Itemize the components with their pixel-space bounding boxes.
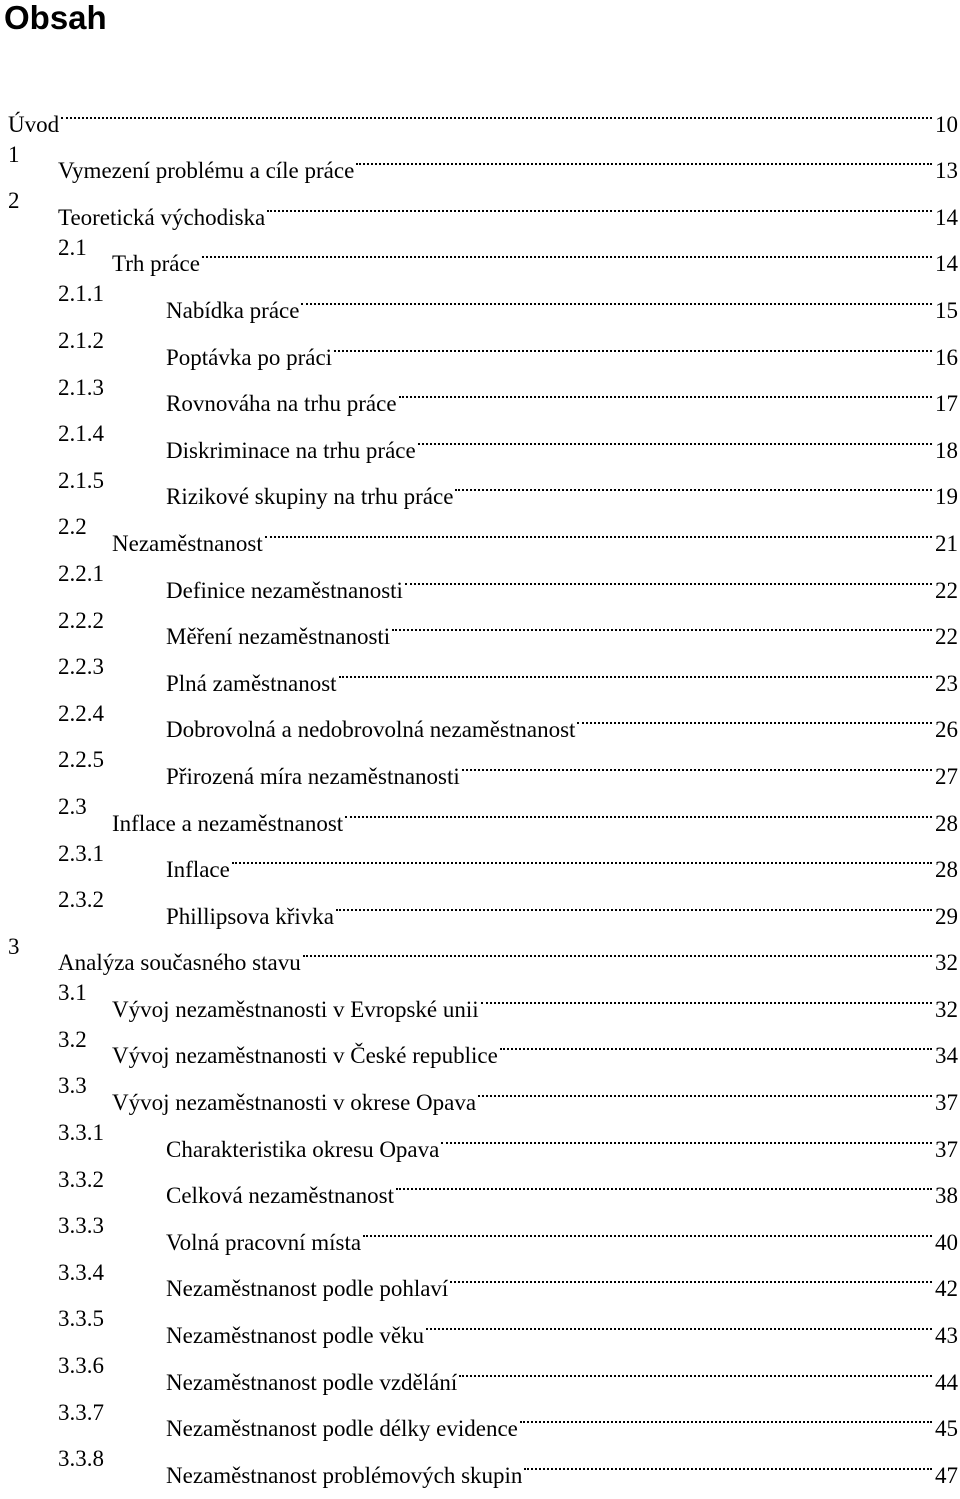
toc-entry-title: Analýza současného stavu [58, 950, 301, 976]
toc-entry-number: 3.3.5 [58, 1306, 104, 1332]
toc-entry-number: 2.3 [58, 793, 87, 819]
toc-entry-2-1-5[interactable] [0, 458, 960, 510]
dot-leader [303, 924, 932, 971]
toc-entry-page-number: 13 [935, 158, 958, 184]
toc-entry-3-3-5[interactable] [0, 1296, 960, 1349]
toc-entry-number: 2.1.3 [58, 374, 104, 400]
toc-entry-page-number: 32 [935, 996, 958, 1022]
toc-entry-number: 2.1.2 [58, 327, 104, 353]
toc-entry-page-number: 17 [935, 391, 958, 417]
toc-entry-page-number: 22 [935, 624, 958, 650]
toc-entry-number: 2.2 [58, 514, 87, 540]
dot-leader [363, 1203, 932, 1250]
dot-leader [396, 1157, 932, 1204]
toc-entry-title: Charakteristika okresu Opava [166, 1136, 440, 1162]
toc-entry-title: Phillipsova křivka [166, 903, 335, 929]
toc-entry-page-number: 38 [935, 1183, 958, 1209]
toc-entry-2-2-5[interactable] [0, 737, 960, 789]
toc-entry-title: Vývoj nezaměstnanosti v Evropské unii [112, 996, 479, 1022]
toc-entry-page-number: 27 [935, 763, 958, 789]
toc-entry-2-2-3[interactable] [0, 644, 960, 696]
toc-entry-number: 2.1.1 [58, 281, 104, 307]
toc-entry-number: 2.2.5 [58, 747, 104, 773]
dot-leader [356, 132, 932, 179]
dot-leader [267, 178, 932, 225]
toc-entry-line [166, 1436, 960, 1499]
toc-entry-title: Teoretická východiska [58, 204, 266, 230]
toc-entry-page-number: 43 [935, 1323, 958, 1349]
toc-entry-number: 2.2.1 [58, 560, 104, 586]
toc-entry-3-3-7[interactable] [0, 1390, 960, 1442]
toc-entry-number: 2.2.4 [58, 700, 104, 726]
toc-entry-3-2[interactable] [0, 1017, 960, 1069]
toc-entry-number: 2.1.5 [58, 467, 104, 493]
toc-entry-number: 3.3.7 [58, 1399, 104, 1425]
dot-leader [426, 1296, 932, 1343]
toc-entry-title: Nezaměstnanost [112, 530, 263, 556]
toc-entry-title: Nezaměstnanost podle vzdělání [166, 1369, 458, 1395]
toc-entry-title: Celková nezaměstnanost [166, 1183, 395, 1209]
toc-entry-number: 2.2.2 [58, 607, 104, 633]
toc-entry-3-3-6[interactable] [0, 1343, 960, 1395]
toc-entry-title: Nezaměstnanost podle věku [166, 1323, 425, 1349]
toc-entry-page-number: 37 [935, 1136, 958, 1162]
toc-entry-page-number: 16 [935, 344, 958, 370]
toc-entry-page-number: 14 [935, 251, 958, 277]
toc-entry-page-number: 15 [935, 297, 958, 323]
dot-leader [524, 1436, 932, 1483]
dot-leader [392, 598, 932, 645]
toc-entry-title: Plná zaměstnanost [166, 670, 337, 696]
toc-entry-number: 3.3.6 [58, 1353, 104, 1379]
dot-leader [345, 784, 932, 831]
toc-entry-title: Úvod [8, 111, 60, 137]
toc-entry-page-number: 44 [935, 1369, 958, 1395]
toc-entry-page-number: 29 [935, 903, 958, 929]
dot-leader [61, 85, 932, 132]
toc-entry-number: 3.3.4 [58, 1259, 104, 1285]
toc-entry-number: 2.1.4 [58, 421, 104, 447]
toc-entry-title: Vývoj nezaměstnanosti v České republice [112, 1043, 498, 1069]
toc-entry-3-3-1[interactable] [0, 1110, 960, 1162]
toc-entry-page-number: 32 [935, 950, 958, 976]
dot-leader [405, 551, 932, 598]
toc-entry-2-2-4[interactable] [0, 691, 960, 743]
toc-entry-title: Nezaměstnanost problémových skupin [166, 1462, 523, 1488]
toc-entry-2-2-1[interactable] [0, 551, 960, 603]
toc-entry-number: 2.3.2 [58, 887, 104, 913]
toc-entry-page-number: 22 [935, 577, 958, 603]
dot-leader [520, 1390, 932, 1437]
dot-leader [577, 691, 932, 738]
dot-leader [481, 970, 932, 1017]
dot-leader [339, 644, 932, 691]
toc-entry-2-3-1[interactable] [0, 831, 960, 883]
dot-leader [418, 411, 932, 458]
toc-entry-title: Inflace [166, 857, 230, 883]
toc-entry-page-number: 14 [935, 204, 958, 230]
toc-entry-number: 3.3 [58, 1073, 87, 1099]
toc-entry-number: 2.1 [58, 234, 87, 260]
toc-entry-3-3-3[interactable] [0, 1203, 960, 1255]
toc-entry-number: 3.3.3 [58, 1213, 104, 1239]
toc-entry-title: Nabídka práce [166, 297, 300, 323]
dot-leader [459, 1343, 932, 1390]
toc-entry-number: 3.3.2 [58, 1166, 104, 1192]
toc-entry-2-2[interactable] [0, 504, 960, 556]
toc-entry-page-number: 45 [935, 1416, 958, 1442]
toc-entry-page-number: 42 [935, 1276, 958, 1302]
toc-entry-number: 2.3.1 [58, 840, 104, 866]
toc-entry-page-number: 10 [935, 111, 958, 137]
toc-entry-2-1[interactable] [0, 225, 960, 277]
toc-entry-page-number: 23 [935, 670, 958, 696]
toc-entry-page-number: 34 [935, 1043, 958, 1069]
dot-leader [334, 318, 932, 365]
toc-heading: Obsah [4, 0, 107, 36]
toc-entry-2[interactable] [0, 178, 960, 230]
toc-entry-page-number: 40 [935, 1229, 958, 1255]
dot-leader [455, 458, 932, 505]
toc-entry-number: 3.2 [58, 1026, 87, 1052]
toc-entry-2-1-4[interactable] [0, 411, 960, 463]
toc-entry-number: 3.3.8 [58, 1446, 104, 1472]
toc-entry-title: Inflace a nezaměstnanost [112, 810, 344, 836]
toc-entry-3[interactable] [0, 924, 960, 976]
toc-entry-2-1-3[interactable] [0, 365, 960, 417]
toc-entry-title: Poptávka po práci [166, 344, 333, 370]
toc-entry-title: Nezaměstnanost podle délky evidence [166, 1416, 518, 1442]
dot-leader [478, 1063, 932, 1110]
toc-entry-3-3-4[interactable] [0, 1250, 960, 1302]
toc-entry-title: Přirozená míra nezaměstnanosti [166, 763, 460, 789]
toc-entry-page-number: 19 [935, 484, 958, 510]
toc-entry-title: Trh práce [112, 251, 200, 277]
toc-entry-3-3-2[interactable] [0, 1157, 960, 1209]
dot-leader [232, 831, 932, 878]
toc-entry-title: Nezaměstnanost podle pohlaví [166, 1276, 449, 1302]
dot-leader [336, 877, 932, 924]
toc-entry-1[interactable] [0, 132, 960, 184]
toc-entry-title: Volná pracovní místa [166, 1229, 362, 1255]
toc-entry-page-number: 37 [935, 1090, 958, 1116]
toc-entry-number: 3.1 [58, 980, 87, 1006]
toc-entry-title: Vymezení problému a cíle práce [58, 158, 355, 184]
toc-entry-page-number: 47 [935, 1462, 958, 1488]
toc-entry-page-number: 18 [935, 437, 958, 463]
toc-entry-page-number: 28 [935, 810, 958, 836]
dot-leader [399, 365, 932, 412]
dot-leader [202, 225, 932, 272]
toc-entry-2-2-2[interactable] [0, 598, 960, 650]
dot-leader [462, 737, 932, 784]
toc-entry-page-number: 26 [935, 717, 958, 743]
toc-entry-2-3-2[interactable] [0, 877, 960, 929]
toc-entry-title: Diskriminace na trhu práce [166, 437, 416, 463]
toc-entry-title: Dobrovolná a nedobrovolná nezaměstnanost [166, 717, 576, 743]
dot-leader [441, 1110, 932, 1157]
toc-entry-2-1-2[interactable] [0, 318, 960, 370]
table-of-contents [0, 85, 960, 1488]
toc-entry-uvod[interactable] [0, 85, 960, 137]
toc-entry-3-3-8[interactable] [0, 1436, 960, 1488]
toc-entry-2-3[interactable] [0, 784, 960, 836]
toc-entry-number: 1 [8, 141, 20, 167]
toc-entry-title: Rovnováha na trhu práce [166, 391, 397, 417]
toc-entry-page-number: 28 [935, 857, 958, 883]
dot-leader [500, 1017, 932, 1064]
toc-entry-2-1-1[interactable] [0, 271, 960, 323]
dot-leader [450, 1250, 932, 1297]
toc-entry-number: 2 [8, 188, 20, 214]
toc-entry-page-number: 21 [935, 530, 958, 556]
dot-leader [301, 271, 932, 318]
toc-entry-number: 3.3.1 [58, 1120, 104, 1146]
toc-entry-3-3[interactable] [0, 1063, 960, 1116]
toc-entry-title: Definice nezaměstnanosti [166, 577, 403, 603]
toc-entry-title: Rizikové skupiny na trhu práce [166, 484, 454, 510]
toc-entry-number: 2.2.3 [58, 654, 104, 680]
toc-entry-title: Vývoj nezaměstnanosti v okrese Opava [112, 1090, 477, 1116]
toc-entry-title: Měření nezaměstnanosti [166, 624, 391, 650]
dot-leader [265, 504, 932, 551]
toc-entry-number: 3 [8, 933, 20, 959]
toc-entry-3-1[interactable] [0, 970, 960, 1022]
